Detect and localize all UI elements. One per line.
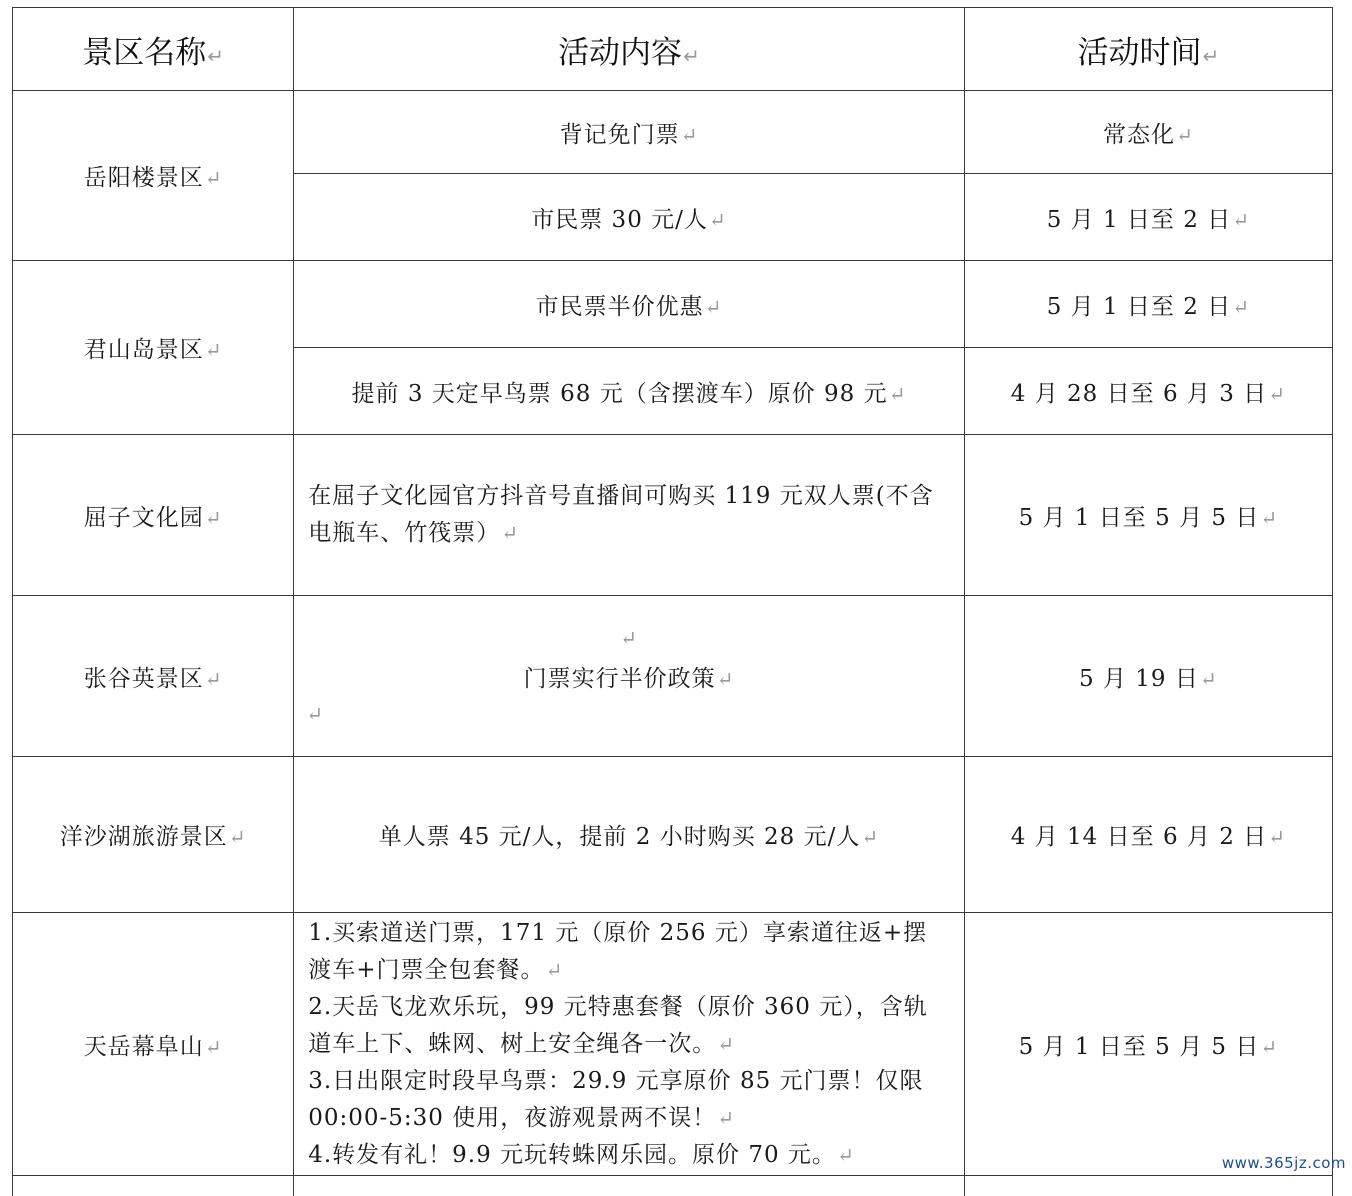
paragraph-mark-icon: ↵ xyxy=(306,702,324,726)
activity-content: 在屈子文化园官方抖音号直播间可购买 119 元双人票(不含电瓶车、竹筏票） xyxy=(308,483,934,546)
activity-item-text: 2.天岳飞龙欢乐玩，99 元特惠套餐（原价 360 元），含轨道车上下、蛛网、树上安全绳各一次。 xyxy=(308,994,928,1057)
empty-cell xyxy=(964,1176,1332,1196)
paragraph-mark-icon: ↵ xyxy=(1200,667,1218,691)
paragraph-mark-icon: ↵ xyxy=(709,208,727,232)
table-row xyxy=(13,757,1333,913)
table-row xyxy=(13,913,1333,1176)
paragraph-mark-icon: ↵ xyxy=(205,338,223,362)
table-row xyxy=(13,596,1333,757)
activity-item-text: 3.日出限定时段早鸟票：29.9 元享原价 85 元门票！仅限 00:00-5:30 使用，夜游观景两不误！ xyxy=(308,1068,923,1131)
activity-content-cell xyxy=(294,174,965,261)
activity-content-cell xyxy=(294,596,965,757)
paragraph-mark-icon: ↵ xyxy=(205,1035,223,1059)
table-header-row xyxy=(13,8,1333,91)
paragraph-mark-icon: ↵ xyxy=(1232,208,1250,232)
paragraph-mark-icon: ↵ xyxy=(889,382,907,406)
scenic-name-cell xyxy=(13,435,294,596)
activity-item-text: 4.转发有礼！9.9 元玩转蛛网乐园。原价 70 元。 xyxy=(308,1142,836,1168)
header-name xyxy=(13,8,294,91)
header-time xyxy=(964,8,1332,91)
activity-time: 5 月 1 日至 2 日 xyxy=(1047,207,1231,233)
table-row xyxy=(13,435,1333,596)
paragraph-mark-icon: ↵ xyxy=(1268,382,1286,406)
activity-content: 单人票 45 元/人，提前 2 小时购买 28 元/人 xyxy=(379,824,861,850)
activity-time: 5 月 19 日 xyxy=(1079,666,1199,692)
scenic-name: 君山岛景区 xyxy=(84,337,204,363)
activity-time: 5 月 1 日至 5 月 5 日 xyxy=(1019,1034,1260,1060)
paragraph-mark-icon: ↵ xyxy=(717,1106,735,1130)
activity-item xyxy=(308,1137,950,1174)
activity-time-cell xyxy=(964,91,1332,174)
activity-time: 5 月 1 日至 5 月 5 日 xyxy=(1019,505,1260,531)
paragraph-mark-icon: ↵ xyxy=(861,825,879,849)
paragraph-mark-icon: ↵ xyxy=(1260,506,1278,530)
activity-content-cell xyxy=(294,261,965,348)
activity-time-cell xyxy=(964,261,1332,348)
empty-cell xyxy=(294,1176,965,1196)
activity-item xyxy=(308,1063,950,1137)
scenic-name: 张谷英景区 xyxy=(84,666,204,692)
paragraph-mark-icon: ↵ xyxy=(1260,1035,1278,1059)
table-row xyxy=(13,261,1333,348)
paragraph-mark-icon: ↵ xyxy=(717,667,735,691)
scenic-name: 屈子文化园 xyxy=(84,505,204,531)
activity-time-cell xyxy=(964,596,1332,757)
activity-content: 门票实行半价政策 xyxy=(524,666,716,692)
header-name-text: 景区名称 xyxy=(82,35,206,71)
activity-content: 背记免门票 xyxy=(560,122,680,148)
activity-time: 4 月 14 日至 6 月 2 日 xyxy=(1011,824,1267,850)
activity-time: 5 月 1 日至 2 日 xyxy=(1047,294,1231,320)
scenic-name-cell xyxy=(13,757,294,913)
activity-content-cell xyxy=(294,348,965,435)
paragraph-mark-icon: ↵ xyxy=(205,667,223,691)
scenic-activity-table xyxy=(12,7,1333,1196)
activity-content-cell xyxy=(294,757,965,913)
scenic-name-cell xyxy=(13,91,294,261)
activity-content: 市民票半价优惠 xyxy=(536,294,704,320)
paragraph-mark-icon: ↵ xyxy=(717,1032,735,1056)
activity-time: 4 月 28 日至 6 月 3 日 xyxy=(1011,381,1267,407)
paragraph-mark-icon: ↵ xyxy=(501,521,519,545)
paragraph-mark-icon: ↵ xyxy=(705,295,723,319)
scenic-name: 天岳幕阜山 xyxy=(84,1034,204,1060)
paragraph-mark-icon: ↵ xyxy=(294,626,964,650)
activity-time-cell xyxy=(964,757,1332,913)
table-row-continued xyxy=(13,1176,1333,1196)
activity-item xyxy=(308,989,950,1063)
header-time-text: 活动时间 xyxy=(1077,35,1201,71)
activity-time-cell xyxy=(964,174,1332,261)
header-content xyxy=(294,8,965,91)
activity-content: 市民票 30 元/人 xyxy=(531,207,708,233)
activity-time-cell xyxy=(964,348,1332,435)
activity-time: 常态化 xyxy=(1103,122,1175,148)
activity-item xyxy=(308,915,950,989)
paragraph-mark-icon: ↵ xyxy=(837,1143,855,1167)
activity-content: 提前 3 天定早鸟票 68 元（含摆渡车）原价 98 元 xyxy=(352,381,888,407)
paragraph-mark-icon: ↵ xyxy=(681,123,699,147)
paragraph-mark-icon: ↵ xyxy=(1268,825,1286,849)
scenic-name: 岳阳楼景区 xyxy=(84,165,204,191)
activity-time-cell xyxy=(964,435,1332,596)
activity-item-text: 1.买索道送门票，171 元（原价 256 元）享索道往返+摆渡车+门票全包套餐。 xyxy=(308,920,927,983)
paragraph-mark-icon: ↵ xyxy=(1232,295,1250,319)
activity-content-cell xyxy=(294,91,965,174)
paragraph-mark-icon: ↵ xyxy=(683,44,700,68)
scenic-name: 洋沙湖旅游景区 xyxy=(60,824,228,850)
paragraph-mark-icon: ↵ xyxy=(205,166,223,190)
paragraph-mark-icon: ↵ xyxy=(229,825,247,849)
empty-cell xyxy=(13,1176,294,1196)
activity-content-cell xyxy=(294,913,965,1176)
activity-content-cell xyxy=(294,435,965,596)
paragraph-mark-icon: ↵ xyxy=(545,958,563,982)
scenic-name-cell xyxy=(13,913,294,1176)
scenic-name-cell xyxy=(13,261,294,435)
site-watermark: www.365jz.com xyxy=(1222,1154,1346,1172)
paragraph-mark-icon: ↵ xyxy=(1202,44,1219,68)
scenic-name-cell xyxy=(13,596,294,757)
table-row xyxy=(13,91,1333,174)
paragraph-mark-icon: ↵ xyxy=(1176,123,1194,147)
paragraph-mark-icon: ↵ xyxy=(205,506,223,530)
activity-time-cell xyxy=(964,913,1332,1176)
paragraph-mark-icon: ↵ xyxy=(207,44,224,68)
header-content-text: 活动内容 xyxy=(558,35,682,71)
